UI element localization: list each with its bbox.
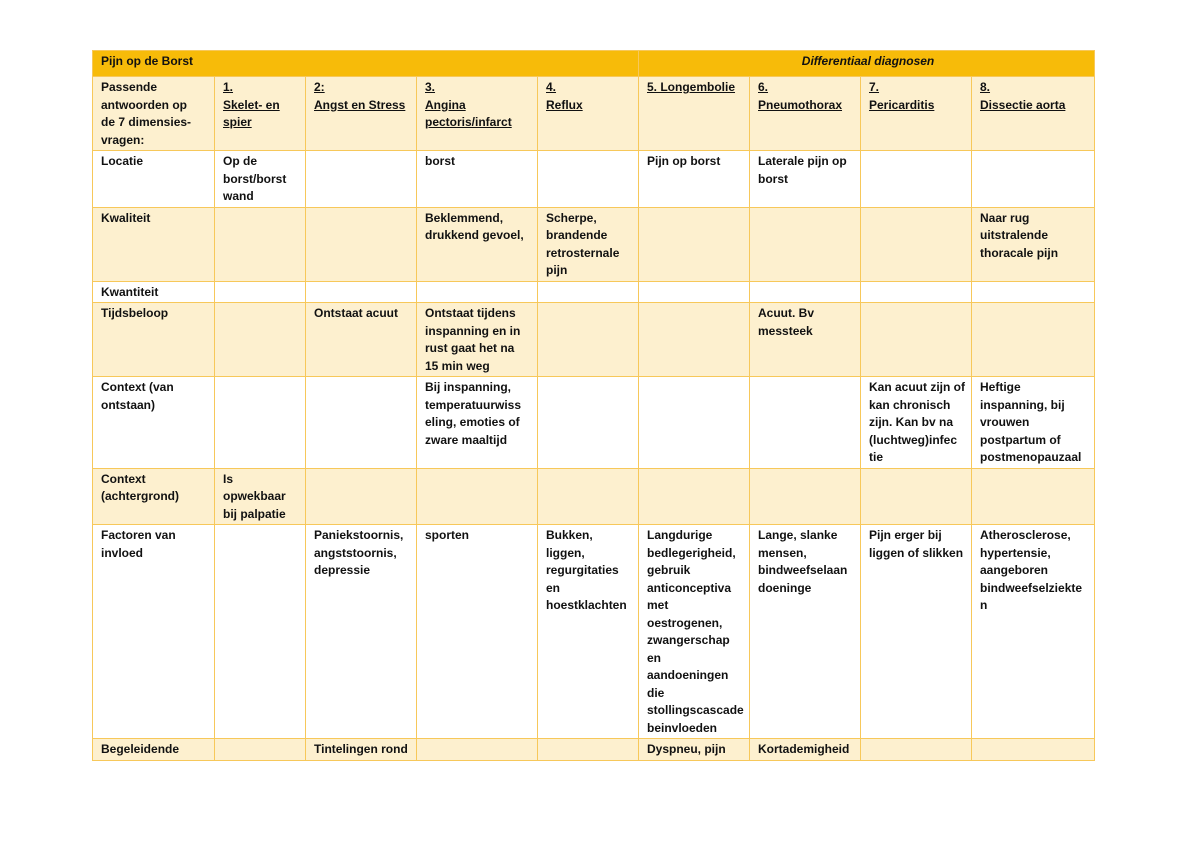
header-cell-dimensions: Passende antwoorden op de 7 dimensies- vragen: [93,77,215,151]
table-cell [639,468,750,525]
table-cell [306,377,417,469]
row-label-cell: Locatie [93,151,215,208]
table-cell: Pijn op borst [639,151,750,208]
table-cell [639,377,750,469]
table-cell: Scherpe, brandende retrosternale pijn [538,207,639,281]
row-label-cell: Factoren van invloed [93,525,215,739]
table-cell: Laterale pijn op borst [750,151,861,208]
table-row [93,207,1095,281]
table-cell [215,377,306,469]
table-cell [972,739,1095,761]
table-cell: Is opwekbaar bij palpatie [215,468,306,525]
table-cell [538,739,639,761]
table-cell [306,468,417,525]
table-cell: Beklemmend, drukkend gevoel, [417,207,538,281]
table-cell: Ontstaat acuut [306,303,417,377]
table-cell: Ontstaat tijdens inspanning en in rust gaat het na 15 min weg [417,303,538,377]
table-cell [306,281,417,303]
table-cell: Pijn erger bij liggen of slikken [861,525,972,739]
table-cell: Kan acuut zijn of kan chronisch zijn. Kan bv na (luchtweg)infec tie [861,377,972,469]
table-cell [972,151,1095,208]
table-title: Pijn op de Borst [93,51,639,77]
table-cell [639,303,750,377]
document-page [92,50,1094,761]
table-cell [538,281,639,303]
table-cell [215,207,306,281]
header-cell-angst: 2: Angst en Stress [306,77,417,151]
table-cell [215,525,306,739]
table-row [93,151,1095,208]
row-label-cell: Kwaliteit [93,207,215,281]
table-cell: borst [417,151,538,208]
table-row [93,281,1095,303]
row-label-cell: Kwantiteit [93,281,215,303]
table-cell [639,281,750,303]
table-cell: Tintelingen rond [306,739,417,761]
table-cell [861,739,972,761]
table-cell: Dyspneu, pijn [639,739,750,761]
title-row [93,51,1095,77]
header-cell-longembolie: 5. Longembolie [639,77,750,151]
table-cell: Naar rug uitstralende thoracale pijn [972,207,1095,281]
header-cell-pericarditis: 7. Pericarditis [861,77,972,151]
table-row [93,377,1095,469]
header-cell-pneumothorax: 6. Pneumothorax [750,77,861,151]
table-cell [215,281,306,303]
table-row [93,739,1095,761]
table-cell [639,207,750,281]
table-cell: Kortademigheid [750,739,861,761]
table-cell: Heftige inspanning, bij vrouwen postpartum of postmenopauzaal [972,377,1095,469]
table-cell [417,468,538,525]
row-label-cell: Context (achtergrond) [93,468,215,525]
differential-diagnosis-table [92,50,1095,761]
row-label-cell: Context (van ontstaan) [93,377,215,469]
header-cell-reflux: 4. Reflux [538,77,639,151]
table-cell [861,151,972,208]
table-subtitle: Differentiaal diagnosen [639,51,1095,77]
table-cell [306,207,417,281]
table-cell: Lange, slanke mensen, bindweefselaan doeninge [750,525,861,739]
table-cell [417,281,538,303]
table-cell [861,468,972,525]
table-row [93,303,1095,377]
table-cell [750,207,861,281]
header-cell-angina: 3. Angina pectoris/infarct [417,77,538,151]
table-cell: Bukken, liggen, regurgitaties en hoestklachten [538,525,639,739]
table-cell [750,377,861,469]
table-cell [538,377,639,469]
table-cell [306,151,417,208]
table-cell [215,303,306,377]
table-cell [538,468,639,525]
table-cell: sporten [417,525,538,739]
table-body [93,151,1095,761]
table-row [93,525,1095,739]
table-cell [215,739,306,761]
row-label-cell: Tijdsbeloop [93,303,215,377]
table-cell [972,281,1095,303]
table-cell [861,303,972,377]
table-cell [417,739,538,761]
table-cell [538,303,639,377]
table-cell: Acuut. Bv messteek [750,303,861,377]
table-cell [861,281,972,303]
table-cell: Bij inspanning, temperatuurwiss eling, emoties of zware maaltijd [417,377,538,469]
table-cell [972,303,1095,377]
header-cell-skelet: 1. Skelet- en spier [215,77,306,151]
header-cell-dissectie: 8. Dissectie aorta [972,77,1095,151]
row-label-cell: Begeleidende [93,739,215,761]
table-cell [972,468,1095,525]
table-cell [861,207,972,281]
table-cell [538,151,639,208]
table-cell [750,281,861,303]
table-cell [750,468,861,525]
column-header-row [93,77,1095,151]
table-cell: Op de borst/borst wand [215,151,306,208]
table-row [93,468,1095,525]
table-cell: Atherosclerose, hypertensie, aangeboren bindweefselziekte n [972,525,1095,739]
table-cell: Langdurige bedlegerigheid, gebruik anticonceptiva met oestrogenen, zwangerschap en aandoeningen die stollingscascade beinvloeden [639,525,750,739]
table-cell: Paniekstoornis, angststoornis, depressie [306,525,417,739]
